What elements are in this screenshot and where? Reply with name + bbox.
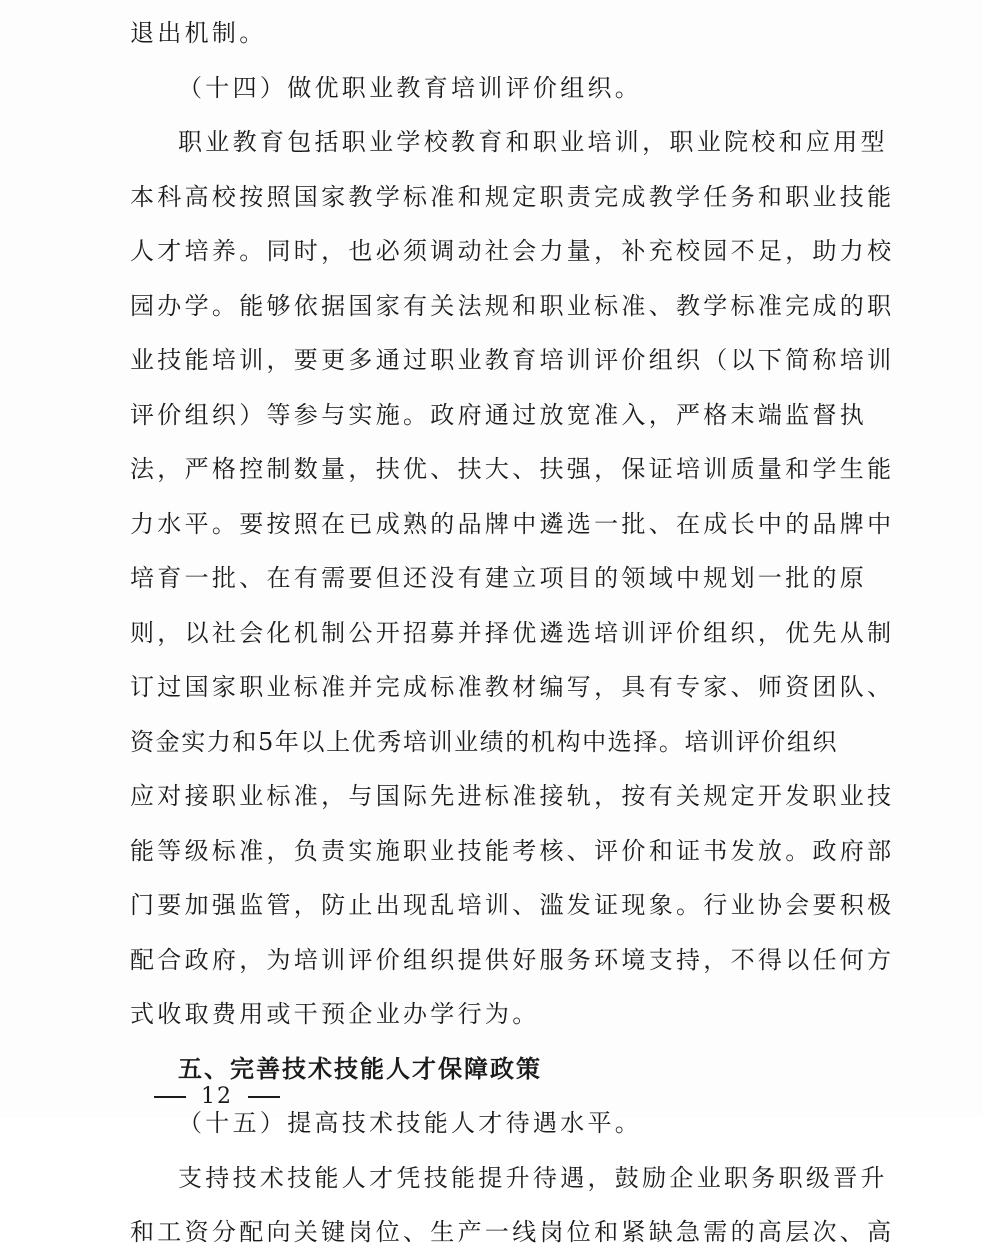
text-line: 力水平。要按照在已成熟的品牌中遴选一批、在成长中的品牌中 [130,509,895,538]
section-heading-5: 五、完善技术技能人才保障政策 [178,1053,542,1083]
text-line: 本科高校按照国家教学标准和规定职责完成教学任务和职业技能 [130,182,895,211]
text-line: 和工资分配向关键岗位、生产一线岗位和紧缺急需的高层次、高 [130,1218,895,1246]
text-line: 资金实力和5年以上优秀培训业绩的机构中选择。培训评价组织 [130,727,839,756]
text-line: 职业教育包括职业学校教育和职业培训，职业院校和应用型 [178,128,888,156]
text-line: 法，严格控制数量，扶优、扶大、扶强，保证培训质量和学生能 [130,455,895,483]
text-line: 培育一批、在有需要但还没有建立项目的领域中规划一批的原 [130,564,868,592]
document-body [130,6,895,1260]
text-line: 业技能培训，要更多通过职业教育培训评价组织（以下简称培训 [130,346,895,374]
page-number: 12 [201,1084,233,1109]
text-line: 门要加强监管，防止出现乱培训、滥发证现象。行业协会要积极 [130,891,895,919]
subsection-heading-15: （十五）提高技术技能人才待遇水平。 [178,1109,643,1137]
text-line: 退出机制。 [130,19,267,47]
dash-left [154,1096,186,1098]
page-number-footer [148,1082,286,1112]
text-line: 应对接职业标准，与国际先进标准接轨，按有关规定开发职业技 [130,782,895,810]
text-line: 园办学。能够依据国家有关法规和职业标准、教学标准完成的职 [130,291,895,320]
text-line: 人才培养。同时，也必须调动社会力量，补充校园不足，助力校 [130,237,895,265]
dash-right [248,1096,280,1098]
text-line: 订过国家职业标准并完成标准教材编写，具有专家、师资团队、 [130,673,895,701]
text-line: 则，以社会化机制公开招募并择优遴选培训评价组织，优先从制 [130,618,895,647]
text-line: 能等级标准，负责实施职业技能考核、评价和证书发放。政府部 [130,836,895,865]
text-line: 配合政府，为培训评价组织提供好服务环境支持，不得以任何方 [130,945,895,974]
text-line: 评价组织）等参与实施。政府通过放宽准入，严格末端监督执 [130,400,868,429]
text-line: 式收取费用或干预企业办学行为。 [130,1000,540,1028]
subsection-heading-14: （十四）做优职业教育培训评价组织。 [178,73,643,102]
text-line: 支持技术技能人才凭技能提升待遇，鼓励企业职务职级晋升 [178,1163,888,1192]
